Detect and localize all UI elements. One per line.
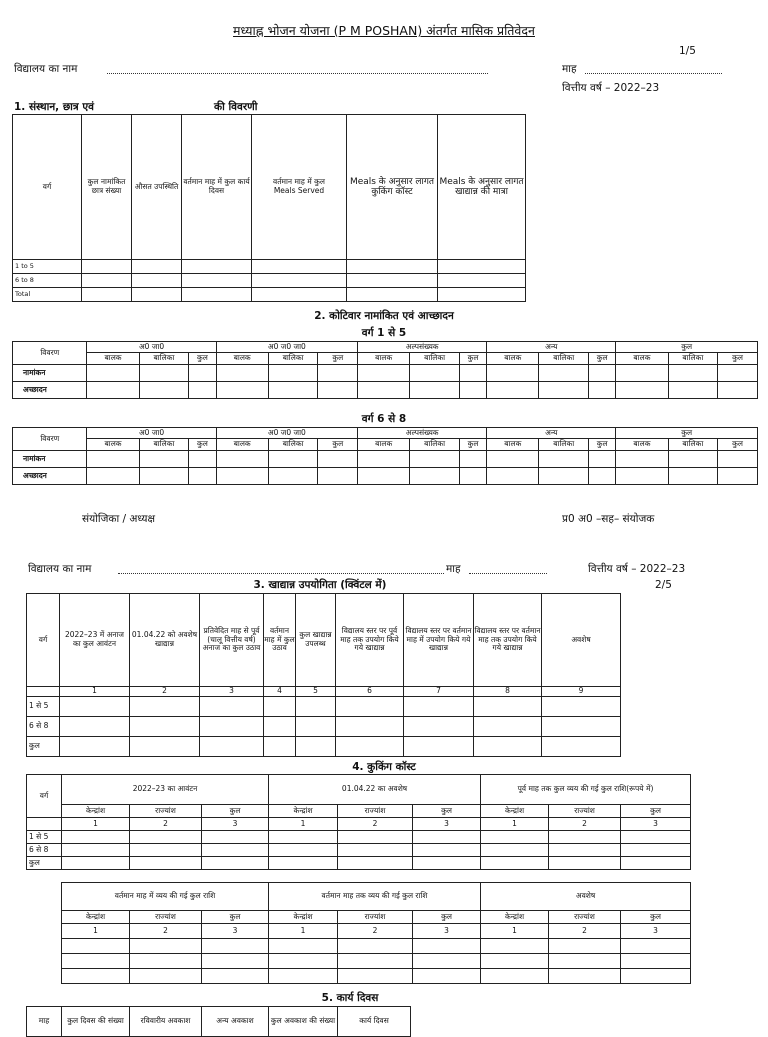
- col-header: [252, 115, 347, 260]
- cell[interactable]: [438, 274, 526, 288]
- cell[interactable]: [132, 260, 182, 274]
- sub-header: बालिका: [139, 353, 189, 365]
- school-name-label: विद्यालय का नाम: [14, 63, 78, 75]
- cat-header: अ0 जा0: [87, 342, 216, 353]
- col-header: विद्यालय स्तर पर वर्तमान माह तक उपयोग किये गये खाद्यान्न: [474, 594, 542, 687]
- sub-header: बालक: [358, 439, 410, 451]
- col-header: विद्यालय स्तर पर वर्तमान माह में उपयोग किये गये खाद्यान्न: [404, 594, 474, 687]
- cell[interactable]: [82, 288, 132, 302]
- col-header: कुल खाद्यान्न उपलब्ध: [296, 594, 336, 687]
- signature-left: संयोजिका / अध्यक्ष: [82, 513, 156, 525]
- col-header: 01.04.22 को अवशेष खाद्यान्न: [130, 594, 200, 687]
- sub-header: कुल: [202, 911, 269, 924]
- sub-header: बालक: [87, 439, 139, 451]
- sub-header: कुल: [718, 353, 758, 365]
- sub-header: कुल: [413, 911, 481, 924]
- col-number: 2: [130, 924, 202, 939]
- col-number: 3: [202, 924, 269, 939]
- section1-title-b: की विवरणी: [214, 101, 258, 113]
- sub-header: बालक: [87, 353, 139, 365]
- section1-title-a: 1. संस्थान, छात्र एवं: [14, 101, 94, 113]
- school-name-label-2: विद्यालय का नाम: [28, 563, 92, 575]
- row-label: 1 से 5: [27, 697, 60, 717]
- cell[interactable]: [347, 260, 438, 274]
- sub-header: कुल: [621, 911, 691, 924]
- col-header: विवरण: [13, 428, 87, 451]
- sub-header: केन्द्रांश: [481, 805, 549, 818]
- col-header: वर्तमान माह में कुल कार्य दिवस: [182, 115, 252, 260]
- col-number: 3: [200, 687, 264, 697]
- col-header: वर्ग: [27, 775, 62, 818]
- row-label: 6 to 8: [13, 274, 82, 288]
- col-header: कुल दिवस की संख्या: [62, 1007, 130, 1037]
- col-header: विवरण: [13, 342, 87, 365]
- sub-header: बालक: [616, 353, 668, 365]
- section5-table: [26, 1006, 411, 1037]
- sub-header: केन्द्रांश: [481, 911, 549, 924]
- col-number: 5: [296, 687, 336, 697]
- section2-table-b: [12, 427, 758, 485]
- group-b-title: वर्ग 6 से 8: [361, 413, 407, 425]
- sub-header: केन्द्रांश: [269, 911, 338, 924]
- cell[interactable]: [82, 260, 132, 274]
- col-header: विद्यालय स्तर पर पूर्व माह तक उपयोग किये गये खाद्यान्न: [336, 594, 404, 687]
- cell[interactable]: [182, 260, 252, 274]
- cat-header: अन्य: [487, 342, 616, 353]
- school-name-field[interactable]: [107, 73, 488, 74]
- signature-right: प्र0 अ0 –सह– संयोजक: [562, 513, 655, 525]
- col-number: 1: [269, 924, 338, 939]
- cat-header: अल्पसंख्यक: [358, 342, 487, 353]
- group-header: वर्तमान माह में व्यय की गई कुल राशि: [62, 883, 269, 911]
- sub-header: बालिका: [668, 439, 718, 451]
- sub-header: राज्यांश: [338, 911, 413, 924]
- col-header: कार्य दिवस: [338, 1007, 411, 1037]
- sub-header: राज्यांश: [549, 805, 621, 818]
- cat-header: अ0 जा0: [87, 428, 216, 439]
- col-number: 2: [130, 687, 200, 697]
- sub-header: कुल: [189, 353, 216, 365]
- col-header: वर्ग: [13, 115, 82, 260]
- sub-header: कुल: [318, 353, 358, 365]
- col-header: वर्तमान माह में कुल उठाव: [264, 594, 296, 687]
- col-number: 2: [338, 924, 413, 939]
- sub-header: बालक: [216, 439, 268, 451]
- col-number: 3: [413, 924, 481, 939]
- col-number: 6: [336, 687, 404, 697]
- sub-header: केन्द्रांश: [62, 805, 130, 818]
- cell[interactable]: [182, 288, 252, 302]
- col-header: कुल नामांकित छात्र संख्या: [82, 115, 132, 260]
- sub-header: राज्यांश: [549, 911, 621, 924]
- col-number: 1: [60, 687, 130, 697]
- col-header: वर्ग: [27, 594, 60, 687]
- col-number: 1: [62, 818, 130, 831]
- sub-header: बालिका: [539, 353, 589, 365]
- col-number: 3: [413, 818, 481, 831]
- col-number: 2: [338, 818, 413, 831]
- col-number: 3: [621, 924, 691, 939]
- col-header: कुल अवकाश की संख्या: [269, 1007, 338, 1037]
- cat-header: कुल: [616, 428, 758, 439]
- sub-header: कुल: [459, 353, 486, 365]
- group-header: 2022–23 का आवंटन: [62, 775, 269, 805]
- sub-header: बालक: [358, 353, 410, 365]
- col-number: 2: [549, 818, 621, 831]
- sub-header: बालक: [487, 353, 539, 365]
- col-number: 7: [404, 687, 474, 697]
- sub-header: बालक: [487, 439, 539, 451]
- sub-header: राज्यांश: [130, 911, 202, 924]
- cat-header: अ0 ज0 जा0: [216, 428, 358, 439]
- sub-header: कुल: [718, 439, 758, 451]
- cell[interactable]: [82, 274, 132, 288]
- section5-title: 5. कार्य दिवस: [321, 992, 379, 1004]
- col-number: 1: [269, 818, 338, 831]
- sub-header: बालिका: [668, 353, 718, 365]
- section2-title: 2. कोटिवार नामांकित एवं आच्छादन: [314, 310, 454, 322]
- section4-title: 4. कुकिंग कॉस्ट: [352, 761, 416, 773]
- page-number: 1/5: [679, 45, 696, 57]
- cell[interactable]: [347, 274, 438, 288]
- sub-header: बालक: [616, 439, 668, 451]
- cat-header: अ0 ज0 जा0: [216, 342, 358, 353]
- cell[interactable]: [347, 288, 438, 302]
- col-header: माह: [27, 1007, 62, 1037]
- fy-label: वित्तीय वर्ष – 2022–23: [562, 82, 660, 94]
- sub-header: कुल: [413, 805, 481, 818]
- sub-header: कुल: [202, 805, 269, 818]
- sub-header: राज्यांश: [338, 805, 413, 818]
- section1-table: [12, 114, 526, 302]
- row-label: 6 से 8: [27, 844, 62, 857]
- cat-header: अन्य: [487, 428, 616, 439]
- page-number-2: 2/5: [655, 579, 672, 591]
- row-label: 6 से 8: [27, 717, 60, 737]
- col-header: Meals के अनुसार लागत कुकिंग कॉस्ट: [347, 115, 438, 260]
- section3-title: 3. खाद्यान्न उपयोगिता (क्विंटल में): [253, 579, 387, 591]
- sub-header: कुल: [589, 353, 616, 365]
- sub-header: बालिका: [410, 439, 460, 451]
- sub-header: बालिका: [139, 439, 189, 451]
- row-label: 1 से 5: [27, 831, 62, 844]
- col-number: 8: [474, 687, 542, 697]
- group-header: अवशेष: [481, 883, 691, 911]
- month-label-2: माह: [446, 563, 461, 575]
- month-field-2[interactable]: [469, 573, 547, 574]
- row-label: कुल: [27, 737, 60, 757]
- cat-header: अल्पसंख्यक: [358, 428, 487, 439]
- group-a-title: वर्ग 1 से 5: [361, 327, 407, 339]
- cell[interactable]: [252, 288, 347, 302]
- col-number: 1: [62, 924, 130, 939]
- col-number: 3: [202, 818, 269, 831]
- row-label: कुल: [27, 857, 62, 870]
- section3-table: [26, 593, 621, 757]
- sub-header: कुल: [459, 439, 486, 451]
- row-label: Total: [13, 288, 82, 302]
- row-label: नामांकन: [13, 451, 87, 468]
- fy-label-2: वित्तीय वर्ष – 2022–23: [588, 563, 686, 575]
- header-line: Meals Served: [273, 186, 325, 195]
- sub-header: बालिका: [268, 439, 318, 451]
- col-header: अन्य अवकाश: [202, 1007, 269, 1037]
- month-label: माह: [562, 63, 577, 75]
- month-field[interactable]: [585, 73, 722, 74]
- col-number: 1: [481, 924, 549, 939]
- group-header: 01.04.22 का अवशेष: [269, 775, 481, 805]
- col-header: रविवारीय अवकाश: [130, 1007, 202, 1037]
- cell[interactable]: [438, 288, 526, 302]
- section4-table-b: [61, 882, 691, 984]
- cell[interactable]: [252, 274, 347, 288]
- cell[interactable]: [182, 274, 252, 288]
- group-header: वर्तमान माह तक व्यय की गई कुल राशि: [269, 883, 481, 911]
- col-number: 4: [264, 687, 296, 697]
- sub-header: कुल: [621, 805, 691, 818]
- row-label: अच्छादन: [13, 382, 87, 399]
- sub-header: बालिका: [539, 439, 589, 451]
- col-number: 2: [549, 924, 621, 939]
- cell[interactable]: [132, 274, 182, 288]
- col-number: 3: [621, 818, 691, 831]
- col-number: 2: [130, 818, 202, 831]
- row-label: नामांकन: [13, 365, 87, 382]
- col-number: 1: [481, 818, 549, 831]
- sub-header: बालक: [216, 353, 268, 365]
- sub-header: बालिका: [268, 353, 318, 365]
- sub-header: राज्यांश: [130, 805, 202, 818]
- col-header: औसत उपस्थिति: [132, 115, 182, 260]
- header-line: वर्तमान माह में कुल: [273, 177, 325, 187]
- col-header: प्रतिवेदित माह से पूर्व (चालू वित्तीय वर्ष) अनाज का कुल उठाव: [200, 594, 264, 687]
- section4-table-a: [26, 774, 691, 870]
- col-header: 2022–23 में अनाज का कुल आवंटन: [60, 594, 130, 687]
- sub-header: केन्द्रांश: [269, 805, 338, 818]
- sub-header: बालिका: [410, 353, 460, 365]
- cell[interactable]: [132, 288, 182, 302]
- row-label: अच्छादन: [13, 468, 87, 485]
- col-header: Meals के अनुसार लागत खाद्यान्न की मात्रा: [438, 115, 526, 260]
- group-header: पूर्व माह तक कुल व्यय की गई कुल राशि(रूपये में): [481, 775, 691, 805]
- cell[interactable]: [252, 260, 347, 274]
- school-name-field-2[interactable]: [118, 573, 444, 574]
- sub-header: कुल: [189, 439, 216, 451]
- cell[interactable]: [438, 260, 526, 274]
- sub-header: केन्द्रांश: [62, 911, 130, 924]
- page-title: मध्याह्न भोजन योजना (P M POSHAN) अंतर्गत मासिक प्रतिवेदन: [233, 23, 535, 38]
- col-number: 9: [542, 687, 621, 697]
- sub-header: कुल: [318, 439, 358, 451]
- sub-header: कुल: [589, 439, 616, 451]
- cat-header: कुल: [616, 342, 758, 353]
- col-header: अवशेष: [542, 594, 621, 687]
- section2-table-a: [12, 341, 758, 399]
- row-label: 1 to 5: [13, 260, 82, 274]
